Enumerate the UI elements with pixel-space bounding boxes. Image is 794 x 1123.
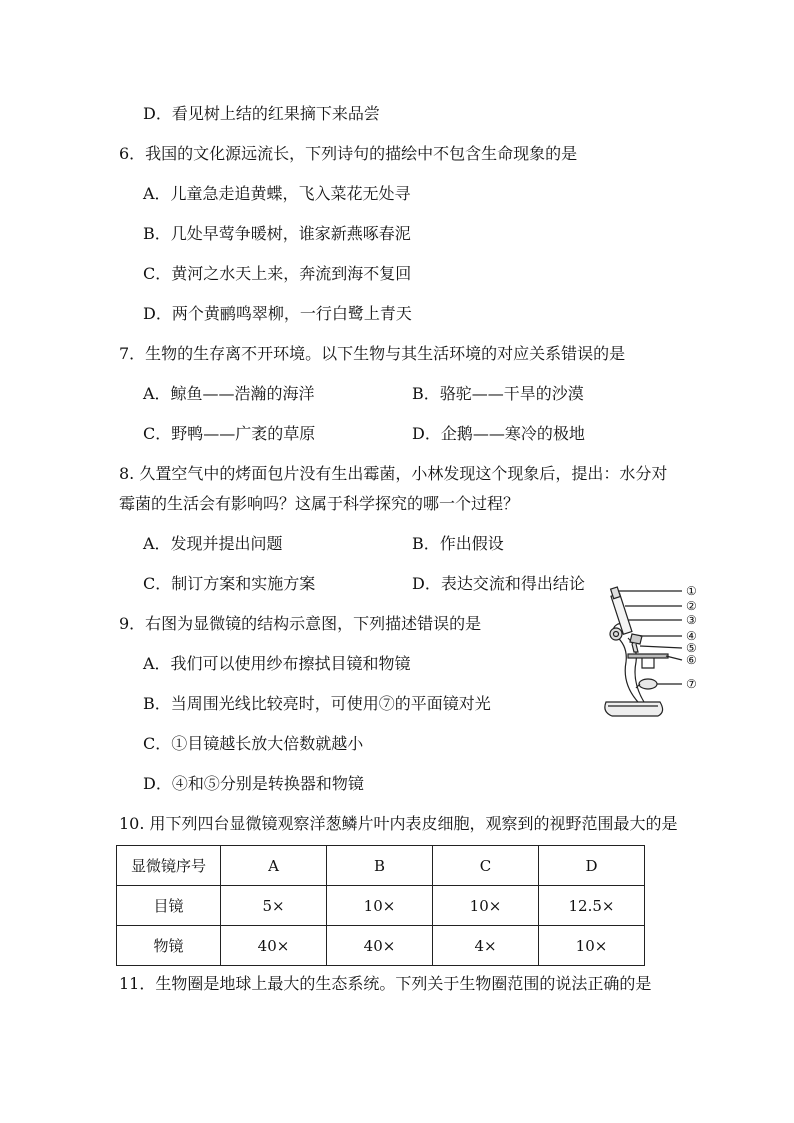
table-cell: 12.5× [539,886,645,926]
q8-stem-line2: 霉菌的生活会有影响吗？这属于科学探究的哪一个过程？ [119,494,520,513]
q9-option-b: B．当周围光线比较亮时，可使用⑦的平面镜对光 [143,694,491,713]
q7-option-b: B．骆驼——干旱的沙漠 [412,384,584,403]
table-cell: 5× [221,886,327,926]
q8-stem-line1: 8. 久置空气中的烤面包片没有生出霉菌，小林发现这个现象后，提出：水分对 [119,464,668,483]
q8-option-c: C．制订方案和实施方案 [143,574,316,593]
table-row [117,886,645,926]
q6-option-c: C．黄河之水天上来，奔流到海不复回 [143,264,412,283]
table-header-row [117,846,645,886]
q6-option-b: B．几处早莺争暖树，谁家新燕啄春泥 [143,224,411,243]
table-cell: 40× [221,926,327,966]
table-header-cell: A [221,846,327,886]
table-cell: 40× [327,926,433,966]
q6-stem: 6．我国的文化源远流长，下列诗句的描绘中不包含生命现象的是 [119,144,578,163]
table-cell: 10× [433,886,539,926]
q7-option-c: C．野鸭——广袤的草原 [143,424,316,443]
q6-option-a: A．儿童急走追黄蝶，飞入菜花无处寻 [143,184,411,203]
table-cell: 物镜 [117,926,221,966]
table-header-cell: C [433,846,539,886]
fig-label-3: ③ [686,613,697,627]
q11-stem: 11．生物圈是地球上最大的生态系统。下列关于生物圈范围的说法正确的是 [119,974,652,993]
microscope-diagram [598,584,708,724]
q5-option-d: D．看见树上结的红果摘下来品尝 [143,104,380,123]
q9-option-c: C．①目镜越长放大倍数就越小 [143,734,364,753]
table-row [117,926,645,966]
table-header-cell: B [327,846,433,886]
q8-option-b: B．作出假设 [412,534,504,553]
q9-option-a: A．我们可以使用纱布擦拭目镜和物镜 [143,654,411,673]
q7-option-d: D．企鹅——寒冷的极地 [412,424,585,443]
fig-label-7: ⑦ [686,677,697,691]
q7-stem: 7．生物的生存离不开环境。以下生物与其生活环境的对应关系错误的是 [119,344,626,363]
table-cell: 10× [539,926,645,966]
q7-option-a: A．鲸鱼——浩瀚的海洋 [143,384,315,403]
q6-option-d: D．两个黄鹂鸣翠柳，一行白鹭上青天 [143,304,412,323]
fig-label-5: ⑤ [686,641,697,655]
q10-stem: 10. 用下列四台显微镜观察洋葱鳞片叶内表皮细胞，观察到的视野范围最大的是 [119,814,678,833]
fig-label-6: ⑥ [686,653,697,667]
microscope-table [116,845,645,966]
table-cell: 目镜 [117,886,221,926]
table-cell: 10× [327,886,433,926]
table-header-cell: D [539,846,645,886]
fig-label-1: ① [686,584,697,598]
fig-label-2: ② [686,599,697,613]
table-cell: 4× [433,926,539,966]
q8-option-a: A．发现并提出问题 [143,534,283,553]
q9-option-d: D．④和⑤分别是转换器和物镜 [143,774,364,793]
table-header-cell: 显微镜序号 [117,846,221,886]
q8-option-d: D．表达交流和得出结论 [412,574,585,593]
fig-label-4: ④ [686,629,697,643]
q9-stem: 9．右图为显微镜的结构示意图，下列描述错误的是 [119,614,482,633]
